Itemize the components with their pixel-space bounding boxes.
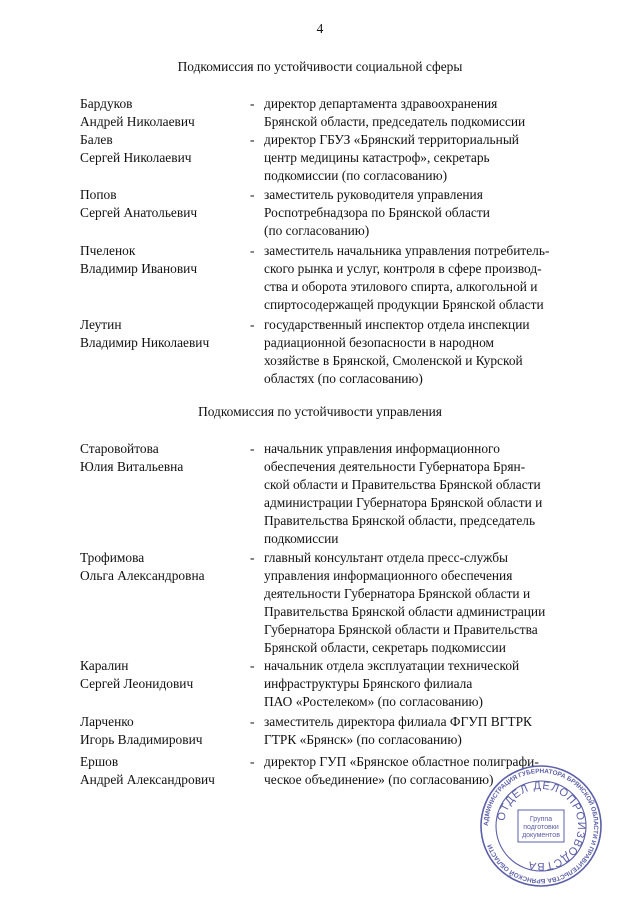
member-surname: Ершов [80,754,119,769]
stamp-center-line: Группа [529,816,553,823]
role-line: Брянской области, секретарь подкомиссии [264,640,506,655]
member-surname: Бардуков [80,96,133,111]
role-line: ства и оборота этилового спирта, алкогольной и [264,279,538,294]
dash-separator: - [250,714,255,729]
member-name [80,440,245,476]
member-name [80,242,245,278]
dash-separator: - [250,96,255,111]
dash-separator: - [250,132,255,147]
member-given-names: Сергей Анатольевич [80,205,198,220]
role-line: спиртосодержащей продукции Брянской области [264,297,544,312]
member-role [264,186,580,240]
member-given-names: Игорь Владимирович [80,732,203,747]
role-line: Губернатора Брянской области и Правительства [264,622,538,637]
dash-separator: - [250,754,255,769]
member-name [80,131,245,167]
member-role [264,316,580,388]
page-number: 4 [316,21,324,36]
member-surname: Пчеленок [80,243,136,258]
role-line: заместитель руководителя управления [264,187,483,202]
member-surname: Попов [80,187,117,202]
member-role [264,657,580,711]
role-line: заместитель начальника управления потребитель- [264,243,550,258]
member-role [264,242,580,314]
member-surname: Трофимова [80,550,145,565]
member-name [80,95,245,131]
role-line: инфраструктуры Брянского филиала [264,676,473,691]
member-role [264,131,580,185]
role-line: деятельности Губернатора Брянской области и [264,586,531,601]
stamp-outer-text: АДМИНИСТРАЦИЯ ГУБЕРНАТОРА БРЯНСКОЙ ОБЛАСТИ И ПРАВИТЕЛЬСТВА БРЯНСКОЙ ОБЛАСТИ [482,767,600,885]
role-line: администрации Губернатора Брянской области и [264,495,543,510]
role-line: начальник управления информационного [264,441,500,456]
role-line: главный консультант отдела пресс-службы [264,550,509,565]
role-line: директор ГБУЗ «Брянский территориальный [264,132,519,147]
member-name [80,713,245,749]
member-given-names: Юлия Витальевна [80,459,184,474]
role-line: ского рынка и услуг, контроля в сфере производ- [264,261,542,276]
member-surname: Леутин [80,317,122,332]
role-line: Брянской области, председатель подкомиссии [264,114,526,129]
member-given-names: Сергей Леонидович [80,676,194,691]
section-title-management: Подкомиссия по устойчивости управления [198,404,442,419]
role-line: Роспотребнадзора по Брянской области [264,205,490,220]
member-given-names: Владимир Николаевич [80,335,210,350]
role-line: (по согласованию) [264,223,370,238]
dash-separator: - [250,317,255,332]
member-surname: Старовойтова [80,441,159,456]
member-name [80,186,245,222]
dash-separator: - [250,441,255,456]
member-role [264,549,580,657]
role-line: директор департамента здравоохранения [264,96,498,111]
member-surname: Ларченко [80,714,134,729]
member-given-names: Владимир Иванович [80,261,198,276]
role-line: обеспечения деятельности Губернатора Брян- [264,459,526,474]
member-role [264,95,580,131]
office-stamp [478,763,604,889]
role-line: Правительства Брянской области администрации [264,604,546,619]
member-given-names: Андрей Николаевич [80,114,195,129]
role-line: ческое объединение» (по согласованию) [264,772,494,787]
member-given-names: Сергей Николаевич [80,150,192,165]
member-name [80,753,245,789]
member-role [264,713,580,749]
role-line: подкомиссии (по согласованию) [264,168,448,183]
role-line: директор ГУП «Брянское областное полиграфи- [264,754,539,769]
role-line: хозяйстве в Брянской, Смоленской и Курской [264,353,523,368]
member-role [264,440,580,548]
role-line: государственный инспектор отдела инспекции [264,317,530,332]
role-line: подкомиссии [264,531,339,546]
stamp-inner-text: ОТДЕЛ ДЕЛОПРОИЗВОДСТВА [495,779,588,873]
role-line: заместитель директора филиала ФГУП ВГТРК [264,714,532,729]
role-line: ской области и Правительства Брянской области [264,477,541,492]
stamp-center-line: документов [522,832,560,839]
member-given-names: Ольга Александровна [80,568,205,583]
member-name [80,316,245,352]
role-line: областях (по согласованию) [264,371,423,386]
section-title-social: Подкомиссия по устойчивости социальной сферы [177,59,463,74]
member-surname: Балев [80,132,113,147]
role-line: Правительства Брянской области, председатель [264,513,536,528]
member-surname: Каралин [80,658,129,673]
dash-separator: - [250,550,255,565]
role-line: ГТРК «Брянск» (по согласованию) [264,732,462,747]
dash-separator: - [250,187,255,202]
role-line: радиационной безопасности в народном [264,335,495,350]
role-line: начальник отдела эксплуатации технической [264,658,520,673]
dash-separator: - [250,658,255,673]
member-given-names: Андрей Александрович [80,772,215,787]
role-line: управления информационного обеспечения [264,568,513,583]
member-name [80,657,245,693]
stamp-center-line: подготовки [523,824,559,831]
role-line: ПАО «Ростелеком» (по согласованию) [264,694,483,709]
role-line: центр медицины катастроф», секретарь [264,150,490,165]
dash-separator: - [250,243,255,258]
member-name [80,549,245,585]
